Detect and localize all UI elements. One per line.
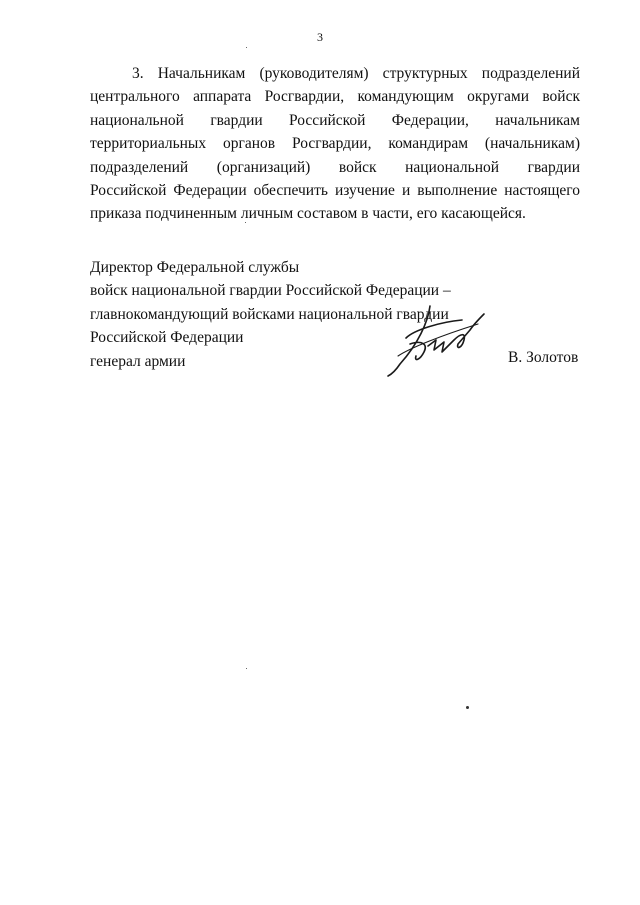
signatory-title-line: Директор Федеральной службы xyxy=(90,259,300,276)
scan-speck xyxy=(246,668,247,669)
paragraph-line: центрального аппарата Росгвардии, командующим округами войск xyxy=(90,88,580,106)
signatory-title-line: Российской Федерации xyxy=(90,329,244,347)
scan-speck xyxy=(466,706,469,709)
paragraph-line: приказа подчиненным личным составом в части, его касающейся. xyxy=(90,205,526,223)
signatory-rank: генерал армии xyxy=(90,352,186,370)
scan-speck xyxy=(246,47,247,48)
handwritten-signature xyxy=(370,300,490,380)
body-paragraph xyxy=(90,62,580,226)
paragraph-line: подразделений (организаций) войск национальной гвардии xyxy=(90,158,580,176)
paragraph-line: 3. Начальникам (руководителям) структурных подразделений xyxy=(132,65,580,82)
paragraph-line: национальной гвардии Российской Федерации, начальникам xyxy=(90,111,580,129)
signatory-title-line: войск национальной гвардии Российской Федерации – xyxy=(90,282,451,300)
paragraph-line: территориальных органов Росгвардии, командирам (начальникам) xyxy=(90,135,580,153)
page-number: 3 xyxy=(317,30,323,44)
signatory-title-line: главнокомандующий войсками национальной гвардии xyxy=(90,305,449,323)
signer-name: В. Золотов xyxy=(508,349,579,366)
scan-speck xyxy=(245,222,246,223)
paragraph-line: Российской Федерации обеспечить изучение и выполнение настоящего xyxy=(90,182,580,200)
